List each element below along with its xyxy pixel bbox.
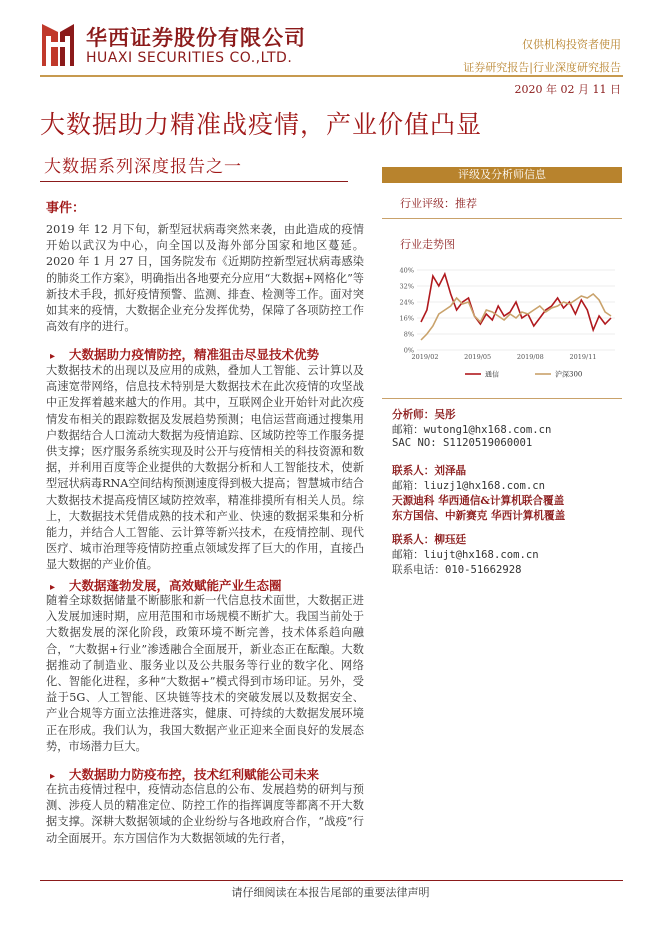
chart-y-tick-label: 0% <box>403 346 414 355</box>
section-heading-text: 大数据助力疫情防控，精准狙击尽显技术优势 <box>69 347 320 362</box>
chart-y-tick-label: 8% <box>403 330 414 339</box>
legal-notice: 请仔细阅读在本报告尾部的重要法律声明 <box>231 886 430 899</box>
company-name-en: HUAXI SECURITIES CO.,LTD. <box>86 50 293 66</box>
chart-y-tick-label: 24% <box>399 298 414 307</box>
contact2-name: 联系人：柳珏廷 <box>392 534 467 546</box>
analyst-email: 邮箱：wutong1@hx168.com.cn <box>392 424 552 436</box>
report-type-tag: 证券研究报告|行业深度研究报告 <box>463 61 621 74</box>
header-divider <box>40 75 623 77</box>
chart-x-tick-label: 2019/05 <box>464 353 492 361</box>
sidebar-header: 评级及分析师信息 <box>382 167 622 183</box>
triangle-bullet-icon: ▸ <box>50 351 56 362</box>
contact2-phone: 联系电话：010-51662928 <box>392 564 522 576</box>
section-heading-text: 大数据助力防疫布控，技术红利赋能公司未来 <box>69 767 320 782</box>
chart-x-tick-label: 2019/02 <box>411 353 439 361</box>
contact1-coverage-2: 东方国信、中新赛克 华西计算机覆盖 <box>392 510 566 522</box>
section-heading-2 <box>50 576 282 594</box>
section-heading-3 <box>50 765 319 783</box>
contact1-name: 联系人：刘泽晶 <box>392 465 467 477</box>
contact1-email: 邮箱：liuzj1@hx168.com.cn <box>392 480 545 492</box>
audience-tag: 仅供机构投资者使用 <box>522 38 621 51</box>
huaxi-logo-icon <box>38 22 78 68</box>
company-name-cn: 华西证券股份有限公司 <box>86 26 306 50</box>
contact1-coverage-1: 天源迪科 华西通信&计算机联合覆盖 <box>392 495 565 507</box>
section-paragraph-3: 在抗击疫情过程中，疫情动态信息的公布、发展趋势的研判与预测、涉疫人员的精准定位、防控工作的指挥调度等都离不开大数据支撑。深耕大数据领域的企业纷纷与各地政府合作，“战疫”行动全面展开。东方国信作为大数据领域的先行者， <box>46 783 364 845</box>
footer-divider <box>40 880 623 881</box>
sidebar-divider <box>382 218 622 219</box>
chart-legend-label: 沪深300 <box>555 370 583 379</box>
chart-x-tick-label: 2019/11 <box>569 353 597 361</box>
analyst-sac: SAC NO: S1120519060001 <box>392 437 533 449</box>
industry-trend-chart <box>395 262 620 382</box>
industry-rating: 行业评级：推荐 <box>400 197 477 210</box>
analyst-name: 分析师：吴彤 <box>392 409 456 421</box>
report-subtitle: 大数据系列深度报告之一 <box>44 157 242 177</box>
sidebar-divider <box>382 398 622 399</box>
chart-y-tick-label: 32% <box>399 282 414 291</box>
triangle-bullet-icon: ▸ <box>50 771 56 782</box>
contact2-email: 邮箱：liujt@hx168.com.cn <box>392 549 539 561</box>
section-paragraph-1: 大数据技术的出现以及应用的成熟，叠加人工智能、云计算以及高速宽带网络，信息技术特别是大数据技术在此次疫情的攻坚战中正发挥着越来越大的作用。其中，互联网企业开始针对此次疫情发布相关的跟踪数据及发展趋势预测；电信运营商通过搜集用户数据结合人口流动大数据为疫情追踪、区域防控等工作服务提供支撑；医疗服务系统实现及时公开与疫情相关的科技资源和数据，并利用百度等企业提供的大数据分析和人工智能技术，使新型冠状病毒RNA空间结构预测速度得到极大提高；智慧城市结合大数据技术提高疫情区域防控效率，精准排摸所有相关人员。综上，大数据技术凭借成熟的技术和产业、快速的数据采集和分析能力，并结合人工智能、云计算等新兴技术，在疫情控制、现代医疗、城市治理等疫情防控重点领域发挥了巨大的作用，直接凸显大数据的产业价值。 <box>46 364 364 572</box>
subtitle-divider <box>40 181 348 182</box>
section-heading-1 <box>50 345 319 363</box>
chart-y-tick-label: 16% <box>399 314 414 323</box>
report-title: 大数据助力精准战疫情，产业价值凸显 <box>40 110 483 139</box>
event-label: 事件： <box>46 201 86 216</box>
section-heading-text: 大数据蓬勃发展，高效赋能产业生态圈 <box>69 578 282 593</box>
section-paragraph-2: 随着全球数据储量不断膨胀和新一代信息技术面世，大数据正进入发展加速时期，应用范围和市场规模不断扩大。我国当前处于大数据发展的深化阶段，政策环境不断完善，技术体系趋向融合，“大数据+行业”渗透融合全面展开，新业态正在酝酿。大数据推动了制造业、服务业以及公共服务等行业的数字化、网络化、智能化进程，多种“大数据+”模式得到市场印证。另外，受益于5G、人工智能、区块链等技术的突破发展以及数据安全、产业合规等方面立法推进落实，健康、可持续的大数据发展环境正在形成。我们认为，我国大数据产业正迎来全面良好的发展态势，市场潜力巨大。 <box>46 594 364 753</box>
report-date: 2020 年 02 月 11 日 <box>514 83 621 96</box>
chart-legend-label: 通信 <box>485 370 499 379</box>
chart-x-tick-label: 2019/08 <box>516 353 544 361</box>
event-paragraph: 2019 年 12 月下旬，新型冠状病毒突然来袭，由此造成的疫情开始以武汉为中心，向全国以及海外部分国家和地区蔓延。2020 年 1 月 27 日，国务院发布《近期防控新型冠状病毒感染的肺炎工作方案》，明确指出各地要充分应用“大数据+网格化”等新技术手段，抓好疫情预警、监测、排查、检测等工作。面对突如其来的疫情，大数据企业充分发挥优势，保障了各项防控工作高效有序的进行。 <box>46 223 364 334</box>
chart-y-tick-label: 40% <box>399 266 414 275</box>
triangle-bullet-icon: ▸ <box>50 582 56 593</box>
chart-title: 行业走势图 <box>400 238 455 251</box>
